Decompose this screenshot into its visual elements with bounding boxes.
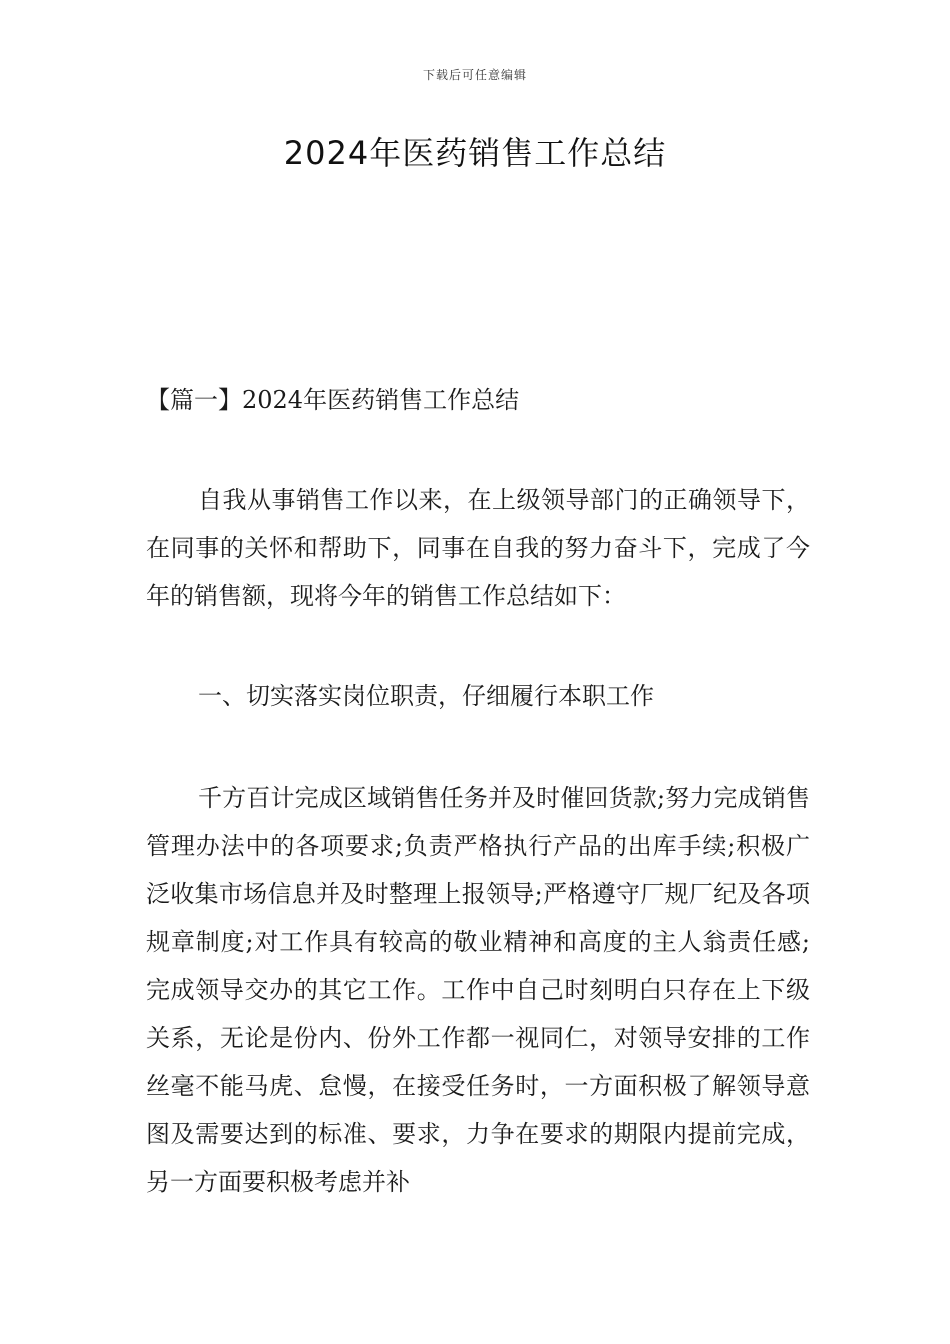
document-title: 2024年医药销售工作总结 — [283, 134, 667, 172]
paragraph-duties: 千方百计完成区域销售任务并及时催回货款;努力完成销售管理办法中的各项要求;负责严格执行产品的出库手续;积极广泛收集市场信息并及时整理上报领导;严格遵守厂规厂纪及各项规章制度;对工作具有较高的敬业精神和高度的主人翁责任感;完成领导交办的其它工作。工作中自己时刻明白只存在上下级关系，无论是份内、份外工作都一视同仁，对领导安排的工作丝毫不能马虎、怠慢，在接受任务时，一方面积极了解领导意图及需要达到的标准、要求，力争在要求的期限内提前完成，另一方面要积极考虑并补 — [146, 784, 810, 1196]
header-note: 下载后可任意编辑 — [422, 68, 527, 82]
paragraph-intro: 自我从事销售工作以来，在上级领导部门的正确领导下，在同事的关怀和帮助下，同事在自我的努力奋斗下，完成了今年的销售额，现将今年的销售工作总结如下： — [146, 486, 810, 610]
section-heading: 【篇一】2024年医药销售工作总结 — [146, 386, 520, 414]
subheading-job-duties: 一、切实落实岗位职责，仔细履行本职工作 — [198, 682, 654, 710]
